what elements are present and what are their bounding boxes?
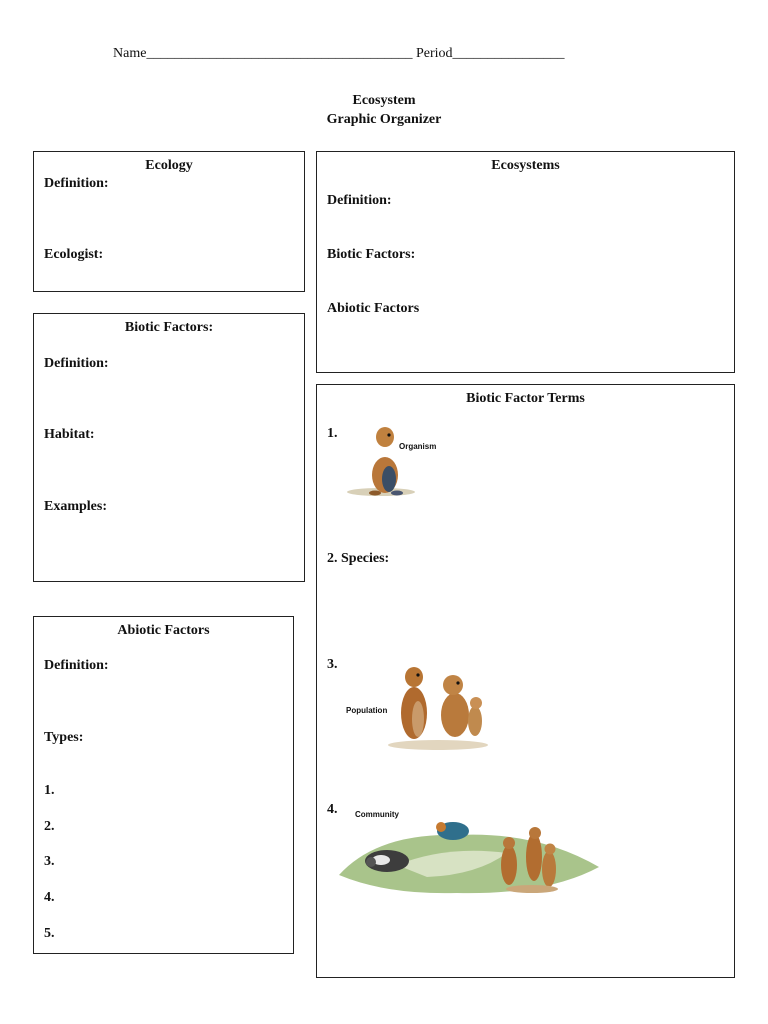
organism-prairie-dog-illustration — [343, 417, 453, 501]
biotic-factor-terms-box — [316, 384, 735, 978]
page-title: Ecosystem — [352, 93, 416, 108]
ecologist-label: Ecologist: — [44, 247, 104, 262]
abiotic-type-4: 4. — [44, 890, 55, 905]
abiotic-type-5: 5. — [44, 926, 55, 941]
community-caption: Community — [355, 810, 399, 819]
abiotic-type-2: 2. — [44, 819, 55, 834]
biotic-factors-box — [33, 313, 305, 582]
name-label: Name — [113, 46, 147, 61]
term-3-number: 3. — [327, 657, 338, 672]
ecosystems-title: Ecosystems — [491, 158, 560, 173]
types-label: Types: — [44, 730, 84, 745]
examples-label: Examples: — [44, 499, 107, 514]
ecosystems-box — [316, 151, 735, 373]
abiotic-type-1: 1. — [44, 783, 55, 798]
ecology-definition-label: Definition: — [44, 176, 109, 191]
biotic-definition-label: Definition: — [44, 356, 109, 371]
ecosystems-abiotic-label: Abiotic Factors — [327, 301, 420, 316]
community-illustration — [337, 805, 607, 900]
ecology-box — [33, 151, 305, 292]
ecosystems-definition-label: Definition: — [327, 193, 392, 208]
abiotic-factors-title: Abiotic Factors — [117, 623, 210, 638]
population-caption: Population — [346, 706, 388, 715]
abiotic-factors-box — [33, 616, 294, 954]
term-2-species-label: 2. Species: — [327, 551, 390, 566]
name-blank[interactable]: ______________________________________ — [146, 46, 413, 61]
page-subtitle: Graphic Organizer — [326, 112, 442, 127]
period-blank[interactable]: ________________ — [452, 46, 565, 61]
habitat-label: Habitat: — [44, 427, 95, 442]
abiotic-type-3: 3. — [44, 854, 55, 869]
name-period-line — [113, 46, 565, 62]
biotic-factor-terms-title: Biotic Factor Terms — [466, 391, 585, 406]
ecology-title: Ecology — [145, 158, 193, 173]
period-label: Period — [415, 46, 453, 61]
organism-caption: Organism — [399, 442, 437, 451]
term-4-number: 4. — [327, 802, 338, 817]
population-prairie-dogs-illustration — [343, 663, 493, 753]
abiotic-definition-label: Definition: — [44, 658, 109, 673]
biotic-factors-title: Biotic Factors: — [124, 320, 214, 335]
ecosystems-biotic-label: Biotic Factors: — [327, 247, 416, 262]
term-1-number: 1. — [327, 426, 338, 441]
